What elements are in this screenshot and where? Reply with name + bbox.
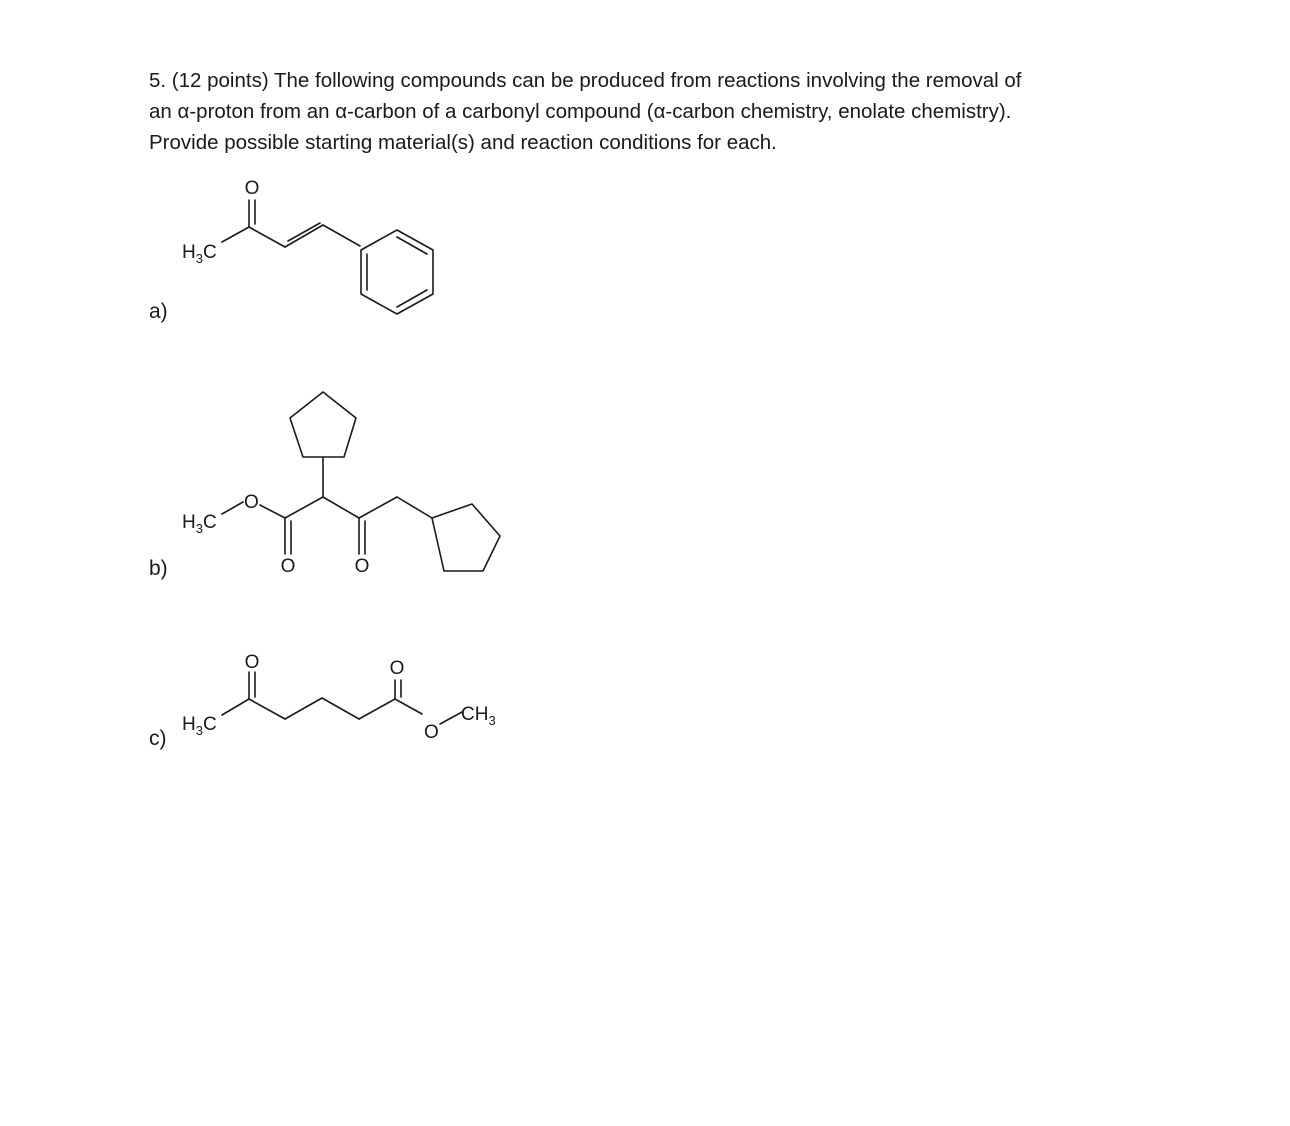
structure-b	[182, 392, 500, 577]
structure-a-methyl-c: C	[202, 242, 217, 263]
structure-a-bond	[397, 237, 427, 254]
structure-b-methyl-label	[182, 512, 217, 536]
structure-b-carbonyl-oxygen-2: O	[354, 556, 370, 577]
part-a-label: a)	[149, 300, 168, 323]
question-line-1: 5. (12 points) The following compounds can be produced from reactions involving the removal of	[149, 69, 1022, 92]
structure-a-bond	[249, 227, 285, 247]
structure-c-ch3-c: CH	[461, 704, 489, 725]
structure-c-bond	[395, 699, 422, 714]
structure-b-bond	[323, 497, 359, 518]
structure-c-carbonyl-oxygen-2: O	[389, 658, 405, 679]
structure-b-methyl-h: H	[182, 512, 196, 533]
structure-a-benzene-ring	[361, 230, 433, 314]
structure-c-ester-oxygen: O	[424, 722, 439, 743]
question-line-2: an α-proton from an α-carbon of a carbonyl compound (α-carbon chemistry, enolate chemistry).	[149, 100, 1012, 123]
structure-c-ch3-label	[461, 704, 496, 728]
question-line-3: Provide possible starting material(s) and reaction conditions for each.	[149, 131, 777, 154]
structure-c-bond	[440, 712, 462, 724]
structure-c-methyl-sub: 3	[195, 723, 203, 738]
structure-a-carbonyl-oxygen: O	[244, 178, 260, 199]
structure-a-bond	[285, 225, 323, 247]
structure-b-methyl-sub: 3	[195, 521, 203, 536]
structure-b-cyclopentyl-top	[290, 392, 356, 457]
structure-c-bond	[285, 698, 322, 719]
part-c-label: c)	[149, 727, 167, 750]
structure-a	[182, 178, 433, 314]
structure-b-methyl-c: C	[202, 512, 217, 533]
structure-c-bond	[249, 699, 285, 719]
structure-a-methyl-label	[182, 242, 217, 266]
structure-c-carbonyl-oxygen-1: O	[244, 652, 260, 673]
structure-b-bond	[260, 505, 285, 518]
structure-b-bond	[285, 497, 323, 518]
structure-a-bond	[397, 290, 427, 307]
structure-a-bond	[222, 227, 249, 242]
structure-c-ch3-sub: 3	[488, 713, 496, 728]
structure-b-ester-oxygen: O	[244, 492, 259, 513]
structure-a-methyl-sub: 3	[195, 251, 203, 266]
structure-c-bond	[322, 698, 359, 719]
structure-c-methyl-label	[182, 714, 217, 738]
structure-b-bond	[222, 502, 243, 514]
structure-c-bond	[359, 699, 395, 719]
structure-c-methyl-h: H	[182, 714, 196, 735]
structure-b-cyclopentyl-right	[432, 504, 500, 571]
part-b-label: b)	[149, 557, 168, 580]
structure-a-methyl-h: H	[182, 242, 196, 263]
structure-b-bond	[359, 497, 397, 518]
structure-c	[182, 652, 496, 743]
structure-b-bond	[397, 497, 432, 518]
structure-a-bond	[288, 223, 320, 241]
structure-a-bond	[323, 225, 360, 246]
structure-c-methyl-c: C	[202, 714, 217, 735]
structure-c-bond	[222, 699, 249, 715]
structure-b-carbonyl-oxygen-1: O	[280, 556, 296, 577]
